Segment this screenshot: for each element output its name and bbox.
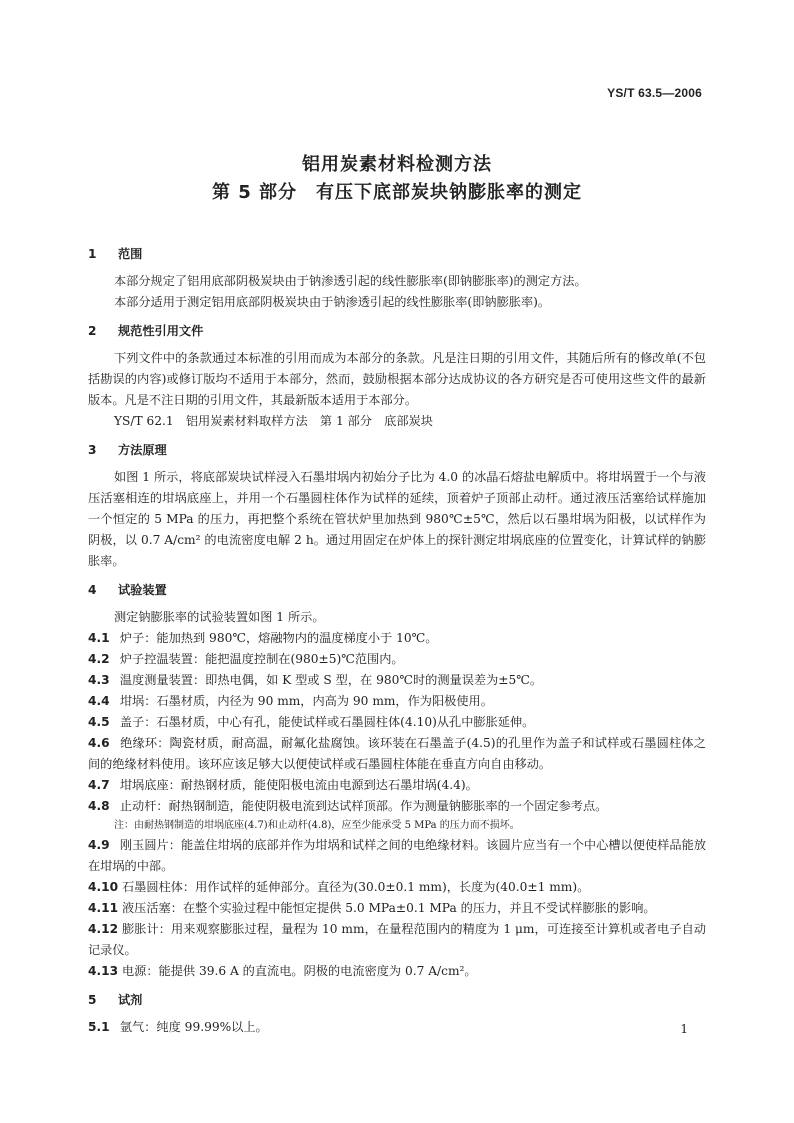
section-heading-normative-references: 2 规范性引用文件: [88, 324, 204, 338]
section-heading-reagents: 5 试剂: [88, 993, 143, 1007]
paragraph: 测定钠膨胀率的试验装置如图 1 所示。: [114, 610, 325, 624]
list-item: 4.5 盖子：石墨材质，中心有孔，能使试样或石墨圆柱体(4.10)从孔中膨胀延伸。: [88, 715, 535, 729]
paragraph: 下列文件中的条款通过本标准的引用而成为本部分的条款。凡是注日期的引用文件，其随后所有的修改单(不包括勘误的内容)或修订版均不适用于本部分，然而，鼓励根据本部分达成协议的各方研究是否可使用这些文件的最新版本。凡是不注日期的引用文件，其最新版本适用于本部分。: [88, 351, 706, 407]
list-item: 4.7 坩埚底座：耐热钢材质，能使阳极电流由电源到达石墨坩埚(4.4)。: [88, 778, 478, 792]
list-item: 4.12 膨胀计：用来观察膨胀过程，量程为 10 mm，在量程范围内的精度为 1 μm，可连接至计算机或者电子自动记录仪。: [88, 922, 707, 957]
list-item: 4.1 炉子：能加热到 980℃，熔融物内的温度梯度小于 10℃。: [88, 631, 438, 645]
list-item: 5.1 氩气：纯度 99.99%以上。: [88, 1020, 268, 1034]
list-item: 4.8 止动杆：耐热钢制造，能使阴极电流到达试样顶部。作为测量钠膨胀率的一个固定参考点。: [88, 799, 608, 813]
list-item: 4.13 电源：能提供 39.6 A 的直流电。阴极的电流密度为 0.7 A/cm²。: [88, 964, 477, 978]
paragraph: 如图 1 所示，将底部炭块试样浸入石墨坩埚内初始分子比为 4.0 的冰晶石熔盐电解质中。将坩埚置于一个与液压活塞相连的坩埚底座上，并用一个石墨圆柱体作为试样的延续，顶着炉子顶部止动杆。通过液压活塞给试样施加一个恒定的 5 MPa 的压力，再把整个系统在管状炉里加热到 980℃±5℃，然后以石墨坩埚为阳极，以试样作为阴极，以 0.7 A/cm² 的电流密度电解 2 h。通过用固定在炉体上的探针测定坩埚底座的位置变化，计算试样的钠膨胀率。: [88, 470, 706, 568]
list-item: 4.2 炉子控温装置：能把温度控制在(980±5)℃范围内。: [88, 652, 404, 666]
reference-entry: YS/T 62.1 铝用炭素材料取样方法 第 1 部分 底部炭块: [114, 414, 433, 428]
list-item: 4.9 刚玉圆片：能盖住坩埚的底部并作为坩埚和试样之间的电绝缘材料。该圆片应当有一个中心槽以便使样品能放在坩埚的中部。: [88, 838, 707, 873]
section-heading-principle: 3 方法原理: [88, 443, 167, 457]
list-item: 4.11 液压活塞：在整个实验过程中能恒定提供 5.0 MPa±0.1 MPa 的压力，并且不受试样膨胀的影响。: [88, 901, 656, 915]
page-number: 1: [680, 1022, 688, 1036]
list-item: 4.6 绝缘环：陶瓷材质，耐高温，耐氟化盐腐蚀。该环装在石墨盖子(4.5)的孔里作为盖子和试样或石墨圆柱体之间的绝缘材料使用。该环应该足够大以便使试样或石墨圆柱体能在垂直方向自由移动。: [88, 736, 706, 771]
list-item: 4.10 石墨圆柱体：用作试样的延伸部分。直径为(30.0±0.1 mm)，长度为(40.0±1 mm)。: [88, 880, 590, 894]
list-item: 4.4 坩埚：石墨材质，内径为 90 mm，内高为 90 mm，作为阳极使用。: [88, 694, 493, 708]
document-body: [88, 236, 706, 1038]
note: 注：由耐热钢制造的坩埚底座(4.7)和止动杆(4.8)，应至少能承受 5 MPa 的压力而不损坏。: [114, 820, 520, 831]
standard-number: YS/T 63.5—2006: [607, 86, 702, 100]
section-heading-scope: 1 范围: [88, 247, 143, 261]
paragraph: 本部分适用于测定铝用底部阴极炭块由于钠渗透引起的线性膨胀率(即钠膨胀率)。: [114, 295, 551, 309]
paragraph: 本部分规定了铝用底部阴极炭块由于钠渗透引起的线性膨胀率(即钠膨胀率)的测定方法。: [114, 274, 587, 288]
document-subtitle: 第 5 部分 有压下底部炭块钠膨胀率的测定: [211, 182, 583, 203]
document-title: 铝用炭素材料检测方法: [302, 154, 492, 175]
list-item: 4.3 温度测量装置：即热电偶，如 K 型或 S 型，在 980℃时的测量误差为±5℃。: [88, 673, 543, 687]
section-heading-apparatus: 4 试验装置: [88, 583, 167, 597]
